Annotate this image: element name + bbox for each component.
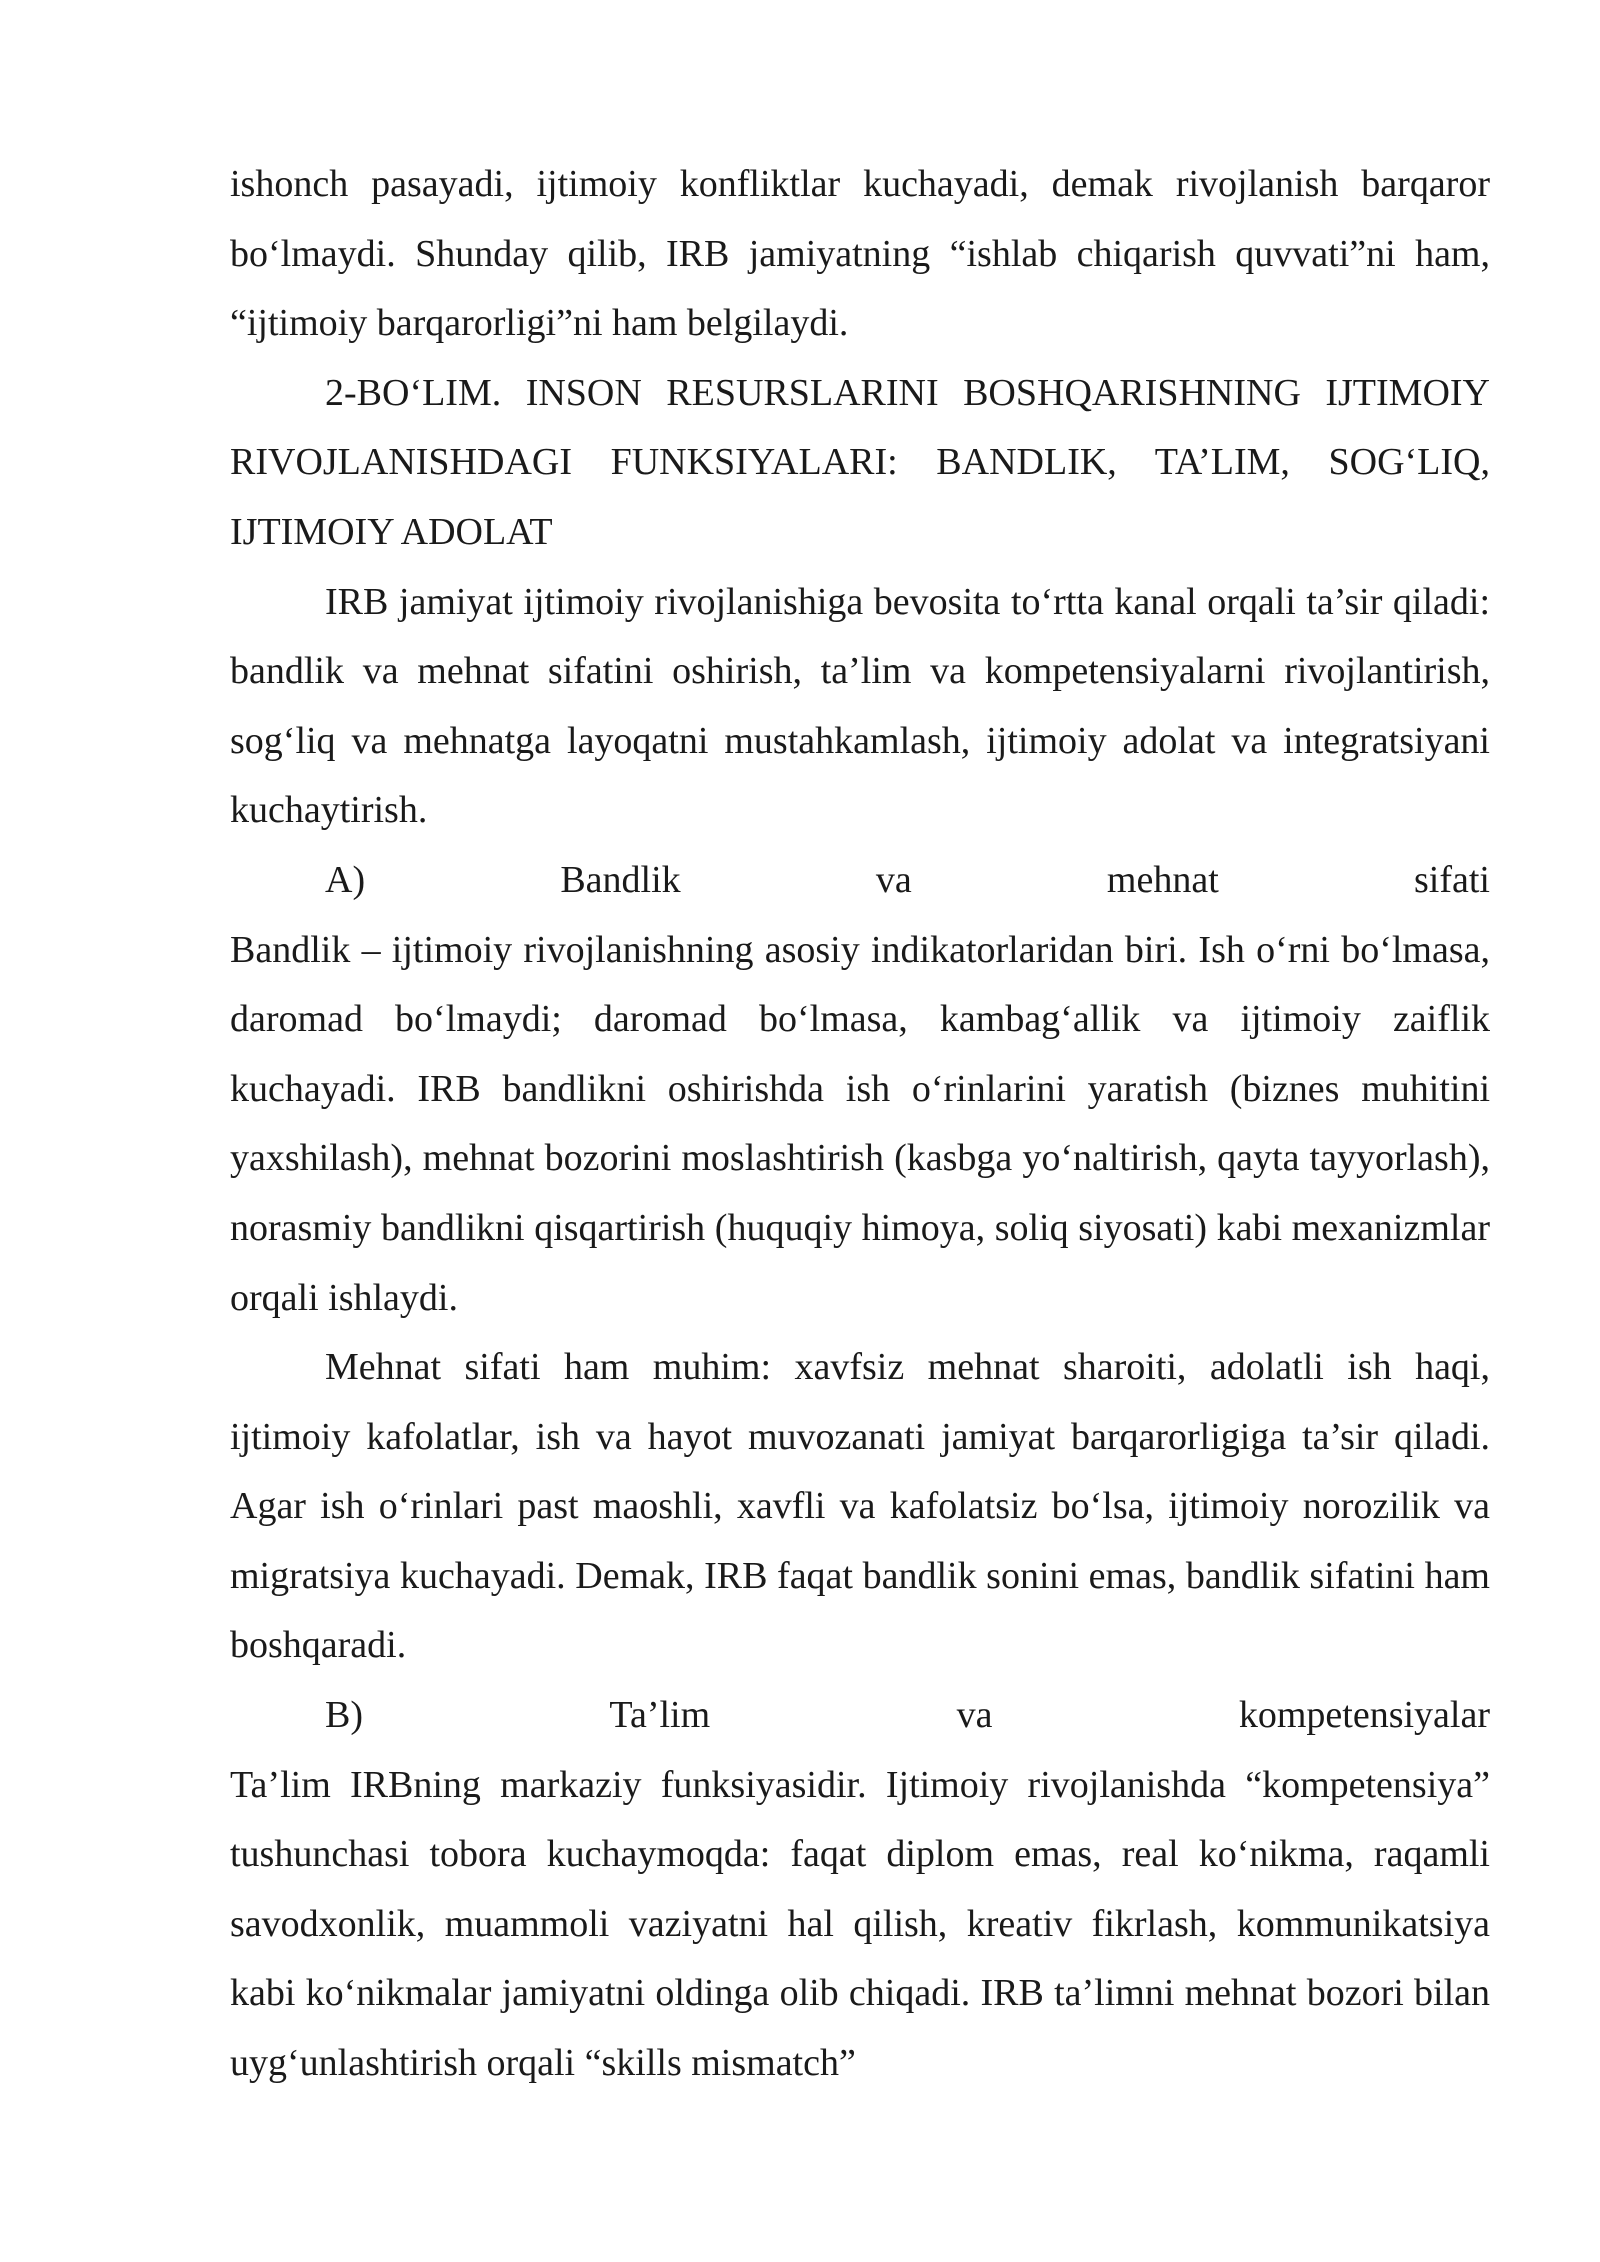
subheading-word: A) [325, 858, 366, 901]
subheading-word: sifati [1413, 858, 1490, 901]
subheading-word: Bandlik [560, 858, 681, 901]
paragraph-employment: Bandlik – ijtimoiy rivojlanishning asosiy indikatorlaridan biri. Ish o‘rni bo‘lmasa, daromad bo‘lmaydi; daromad bo‘lmasa, kambag‘allik va ijtimoiy zaiflik kuchayadi. IRB bandlikni oshirishda ish o‘rinlarini yaratish (biznes muhitini yaxshilash), mehnat bozorini moslashtirish (kasbga yo‘naltirish, qayta tayyorlash), norasmiy bandlikni qisqartirish (huquqiy himoya, soliq siyosati) kabi mexanizmlar orqali ishlaydi. [230, 928, 1490, 1319]
subheading-word: va [956, 1694, 993, 1737]
paragraph-intro: ishonch pasayadi, ijtimoiy konfliktlar kuchayadi, demak rivojlanish barqaror bo‘lmaydi. Shunday qilib, IRB jamiyatning “ishlab chiqarish quvvati”ni ham, “ijtimoiy barqarorligi”ni ham belgilaydi. [230, 163, 1490, 345]
subheading-education [230, 1681, 1490, 1751]
subheading-word: kompetensiyalar [1238, 1694, 1490, 1737]
section-heading: 2-BO‘LIM. INSON RESURSLARINI BOSHQARISHNING IJTIMOIY RIVOJLANISHDAGI FUNKSIYALARI: BANDLIK, TA’LIM, SOG‘LIQ, IJTIMOIY ADOLAT [230, 371, 1490, 553]
subheading-word: B) [325, 1694, 363, 1737]
paragraph-work-quality: Mehnat sifati ham muhim: xavfsiz mehnat sharoiti, adolatli ish haqi, ijtimoiy kafolatlar, ish va hayot muvozanati jamiyat barqarorligiga ta’sir qiladi. Agar ish o‘rinlari past maoshli, xavfli va kafolatsiz bo‘lsa, ijtimoiy norozilik va migratsiya kuchayadi. Demak, IRB faqat bandlik sonini emas, bandlik sifatini ham boshqaradi. [230, 1346, 1490, 1667]
subheading-word: va [875, 858, 912, 901]
subheading-employment [230, 846, 1490, 916]
subheading-word: mehnat [1106, 858, 1219, 901]
paragraph-overview: IRB jamiyat ijtimoiy rivojlanishiga bevosita to‘rtta kanal orqali ta’sir qiladi: bandlik va mehnat sifatini oshirish, ta’lim va kompetensiyalarni rivojlantirish, sog‘liq va mehnatga layoqatni mustahkamlash, ijtimoiy adolat va integratsiyani kuchaytirish. [230, 580, 1490, 832]
document-body [230, 150, 1490, 2099]
paragraph-education: Ta’lim IRBning markaziy funksiyasidir. Ijtimoiy rivojlanishda “kompetensiya” tushunchasi tobora kuchaymoqda: faqat diplom emas, real ko‘nikma, raqamli savodxonlik, muammoli vaziyatni hal qilish, kreativ fikrlash, kommunikatsiya kabi ko‘nikmalar jamiyatni oldinga olib chiqadi. IRB ta’limni mehnat bozori bilan uyg‘unlashtirish orqali “skills mismatch” [230, 1763, 1490, 2085]
subheading-word: Ta’lim [609, 1694, 711, 1737]
